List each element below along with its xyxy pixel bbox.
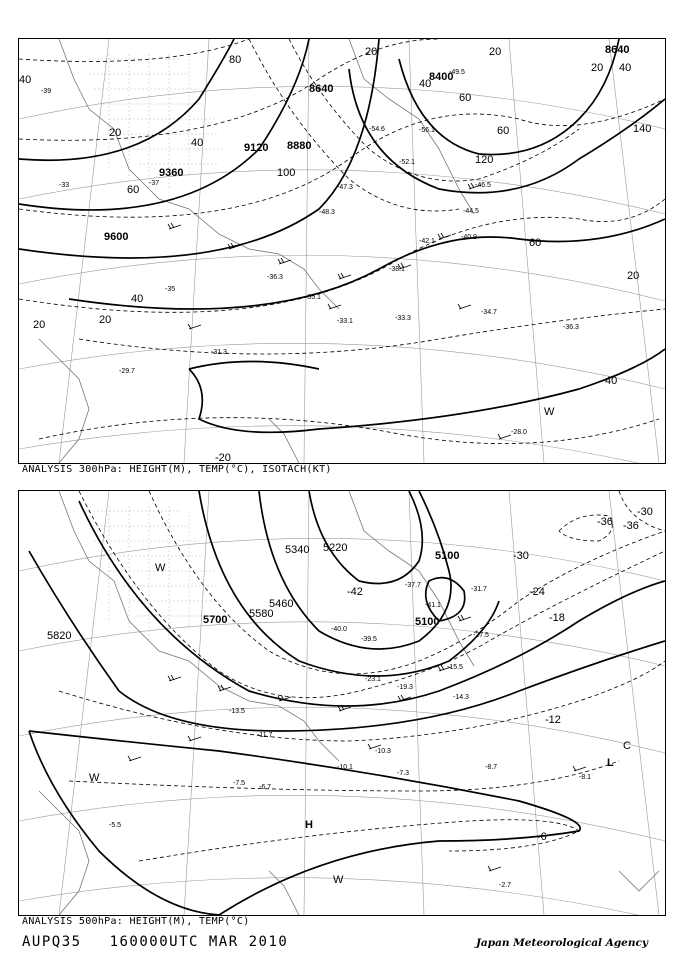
isotach-label: 40	[619, 62, 632, 74]
temperature-label: -37	[149, 180, 160, 187]
temperature-label: -44.5	[463, 208, 479, 215]
wind-marker: W	[333, 874, 344, 886]
coastline	[39, 491, 659, 915]
temperature-label: -19.3	[397, 684, 413, 691]
map-panel-500hpa	[18, 490, 666, 916]
temperature-label: -54.6	[369, 126, 385, 133]
caption-500hpa: ANALYSIS 500hPa: HEIGHT(M), TEMP(°C)	[22, 916, 250, 927]
temperature-label: -36.3	[267, 274, 283, 281]
high-pressure-marker: H	[305, 819, 313, 831]
isotach-label: 20	[109, 127, 122, 139]
temperature-label: -6.7	[259, 784, 272, 791]
height-label: 9600	[104, 231, 129, 243]
temperature-label: -33	[59, 182, 70, 189]
isotach-label: 40	[131, 293, 144, 305]
temperature-label: -31.7	[471, 586, 487, 593]
height-label: 8880	[287, 140, 312, 152]
temperature-label: -46.5	[475, 182, 491, 189]
cold-center-marker: C	[623, 740, 631, 752]
isotach-label: 140	[633, 123, 652, 135]
temperature-label: -39	[41, 88, 52, 95]
temperature-label: -38.1	[389, 266, 405, 273]
temperature-label: -42.1	[419, 238, 435, 245]
temperature-contour-label: -24	[529, 586, 545, 598]
isotach-label: 20	[33, 319, 46, 331]
wind-marker: W	[89, 772, 100, 784]
isotach-label: 120	[475, 154, 494, 166]
temperature-label: -33.3	[395, 315, 411, 322]
temperature-contour-label: -6	[537, 831, 547, 843]
graticule	[19, 39, 665, 463]
temperature-contour-label: -18	[549, 612, 565, 624]
temperature-label: -2.7	[499, 882, 512, 889]
temperature-label: -27.5	[473, 632, 489, 639]
isotach-label: 20	[591, 62, 604, 74]
isotach-label: 20	[99, 314, 112, 326]
temperature-label: -40.0	[331, 626, 347, 633]
temperature-label: -40.9	[461, 234, 477, 241]
temperature-label: -37.7	[405, 582, 421, 589]
temperature-label: -23.1	[365, 676, 381, 683]
temperature-contour-label: -30	[637, 506, 653, 518]
isotach-label: 40	[191, 137, 204, 149]
height-label: 8640	[309, 83, 334, 95]
temperature-label-group	[109, 582, 591, 889]
product-id: AUPQ35	[22, 934, 82, 950]
temperature-label: -7.5	[233, 780, 246, 787]
isotach-label: 60	[497, 125, 510, 137]
temperature-label: -14.3	[453, 694, 469, 701]
temperature-label: -35.1	[305, 294, 321, 301]
temperature-label: -52.1	[399, 159, 415, 166]
temperature-label: -28.0	[511, 429, 527, 436]
temperature-label: -49.5	[449, 69, 465, 76]
height-label: 9120	[244, 142, 269, 154]
temperature-contour-label: -36	[623, 520, 639, 532]
map-panel-300hpa	[18, 38, 666, 464]
isotach-label: 60	[459, 92, 472, 104]
wind-marker: W	[544, 406, 555, 418]
temperature-label: -34.7	[481, 309, 497, 316]
height-label: 5460	[269, 598, 294, 610]
isotach-label: 20	[489, 46, 502, 58]
product-header	[22, 934, 316, 950]
temperature-label: -31.3	[211, 349, 227, 356]
isotach-label: 20	[365, 46, 378, 58]
wind-barbs	[168, 183, 511, 439]
contour-label: -20	[215, 452, 231, 463]
isotach-label: 80	[229, 54, 242, 66]
height-label: 5580	[249, 608, 274, 620]
temperature-label: -7.3	[397, 770, 410, 777]
temperature-label: -56.1	[419, 127, 435, 134]
temperature-label: -11.7	[257, 732, 273, 739]
temperature-contour-label: -42	[347, 586, 363, 598]
temperature-label: -35	[165, 286, 176, 293]
map-300hpa-canvas	[19, 39, 665, 463]
wind-barbs	[128, 615, 586, 871]
height-label: 5700	[203, 614, 228, 626]
isotach-label: 40	[605, 375, 618, 387]
isotach-label: 100	[277, 167, 296, 179]
temperature-label: -41.1	[425, 602, 441, 609]
low-pressure-marker: L	[607, 757, 614, 769]
height-label: 8400	[429, 71, 454, 83]
valid-time: 160000UTC MAR 2010	[109, 934, 289, 950]
height-label: 5100	[415, 616, 440, 628]
temperature-label: -15.5	[447, 664, 463, 671]
temperature-contour-label: -12	[545, 714, 561, 726]
height-label: 5220	[323, 542, 348, 554]
coastline	[39, 39, 474, 463]
temperature-label: -48.3	[319, 209, 335, 216]
height-label: 5820	[47, 630, 72, 642]
temperature-label: -39.5	[361, 636, 377, 643]
isotach-label: 60	[529, 237, 542, 249]
temperature-label: -5.5	[109, 822, 122, 829]
agency-name: Japan Meteorological Agency	[475, 937, 648, 949]
graticule	[19, 491, 665, 915]
temperature-label: -10.1	[337, 764, 353, 771]
temperature-label: -8.1	[579, 774, 592, 781]
height-label: 5340	[285, 544, 310, 556]
height-label: 9360	[159, 167, 184, 179]
temperature-label: -29.7	[119, 368, 135, 375]
temperature-contour-label: -36	[597, 516, 613, 528]
isotach-label: 20	[627, 270, 640, 282]
wind-marker: W	[155, 562, 166, 574]
height-label: 5100	[435, 550, 460, 562]
height-label: 8640	[605, 44, 630, 56]
temperature-label: -10.3	[375, 748, 391, 755]
temperature-label: -8.7	[485, 764, 498, 771]
temperature-contour-label: -30	[513, 550, 529, 562]
temperature-label: -36.3	[563, 324, 579, 331]
terrain-hatch	[89, 54, 224, 189]
temperature-label: -13.5	[229, 708, 245, 715]
isotach-label-group	[19, 46, 651, 387]
caption-300hpa: ANALYSIS 300hPa: HEIGHT(M), TEMP(°C), ISOTACH(KT)	[22, 464, 332, 475]
height-contours	[29, 491, 665, 915]
temperature-label: -47.3	[337, 184, 353, 191]
temperature-label: -33.1	[337, 318, 353, 325]
isotach-label: 40	[419, 78, 432, 90]
isotach-label: 40	[19, 74, 32, 86]
isotach-label: 60	[127, 184, 140, 196]
map-500hpa-canvas	[19, 491, 665, 915]
